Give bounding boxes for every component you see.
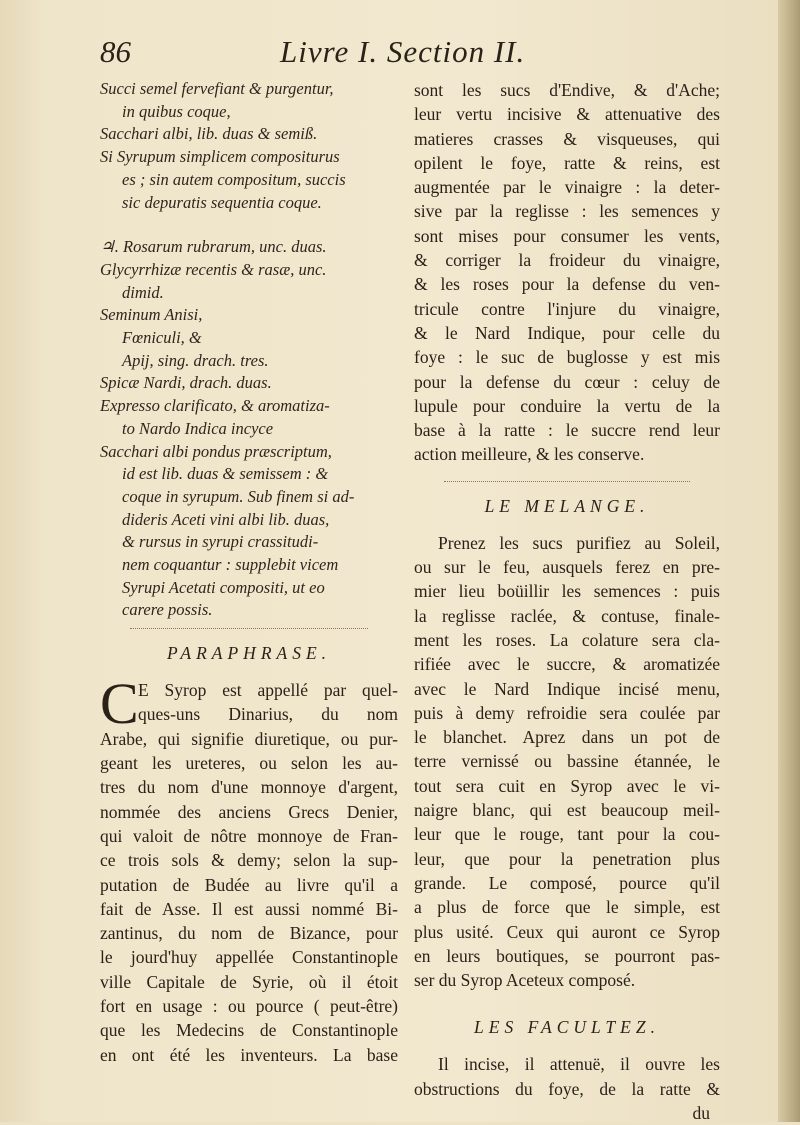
- text-line: a plus de force que le simple, est: [414, 897, 720, 918]
- text-line: leur, que pour la penetration plus: [414, 848, 720, 869]
- text-line: ser du Syrop Aceteux composé.: [414, 970, 636, 991]
- text-line: ment les roses. La colature sera cla-: [414, 629, 720, 650]
- latin-line: Syrupi Acetati compositi, ut eo: [122, 577, 325, 597]
- text-line: tricule contre l'injure du vinaigre,: [414, 298, 720, 319]
- text-line: ce trois sols & demy; selon la sup-: [100, 850, 398, 871]
- text-line: Arabe, qui signifie diuretique, ou pur-: [100, 728, 398, 749]
- text-line: en leurs boutiques, se pourront pas-: [414, 945, 720, 966]
- text-line: qui valoit de nôtre monnoye de Fran-: [100, 825, 398, 846]
- latin-line: & rursus in syrupi crassitudi-: [122, 532, 319, 552]
- text-line: base à la ratte : le succre rend leur: [414, 420, 720, 441]
- latin-line: [100, 214, 398, 236]
- page-edge: [778, 0, 800, 1122]
- latin-line: Fœniculi, &: [122, 328, 202, 348]
- melange-paragraph: [414, 531, 720, 993]
- latin-line: in quibus coque,: [122, 101, 231, 121]
- text-line: geant les ureteres, ou selon les au-: [100, 753, 398, 774]
- text-line: en ont été les inventeurs. La base: [100, 1044, 398, 1065]
- latin-line: sic depuratis sequentia coque.: [122, 192, 322, 212]
- latin-line: Spicæ Nardi, drach. duas.: [100, 373, 272, 393]
- paragraph-continued: [414, 78, 720, 467]
- text-line: matieres crasses & visqueuses, qui: [414, 128, 720, 149]
- latin-line: Si Syrupum simplicem compositurus: [100, 147, 340, 167]
- ornament-rule: [444, 481, 690, 483]
- latin-line: Apij, sing. drach. tres.: [122, 350, 269, 370]
- text-line: sont mises pour consumer les vents,: [414, 225, 720, 246]
- text-line: le jourd'huy appellée Constantinople: [100, 947, 398, 968]
- latin-line: ♃. Rosarum rubrarum, unc. duas.: [100, 237, 327, 257]
- text-line: puis à demy refroidie sera coulée par: [414, 702, 720, 723]
- text-line: action meilleure, & les conserve.: [414, 444, 645, 465]
- text-line: naigre blanc, qui est beaucoup meil-: [414, 800, 720, 821]
- paraphrase-paragraph: [100, 671, 398, 1067]
- text-line: tres du nom d'une monnoye d'argent,: [100, 777, 398, 798]
- text-line: avec le Nard Indique incisé menu,: [414, 678, 720, 699]
- facultez-paragraph: [414, 1052, 720, 1101]
- latin-line: Seminum Anisi,: [100, 305, 203, 325]
- text-line: mier lieu boüillir les semences : puis: [414, 581, 720, 602]
- text-line: tout sera cuit en Syrop avec le vi-: [414, 775, 720, 796]
- heading-melange: LE MELANGE.: [414, 481, 720, 531]
- latin-line: Glycyrrhizæ recentis & rasæ, unc.: [100, 259, 327, 279]
- text-line: leur vertu incisive & attenuative des: [414, 104, 720, 125]
- text-line: foye : le suc de buglosse y est mis: [414, 347, 720, 368]
- text-line: terre vernissé ou bassine étannée, le: [414, 751, 720, 772]
- running-header: [100, 34, 720, 74]
- text-line: ville Capitale de Syrie, où il étoit: [100, 971, 398, 992]
- latin-line: es ; sin autem compositum, succis: [122, 169, 346, 189]
- latin-line: to Nardo Indica incyce: [122, 418, 274, 438]
- latin-line: Expresso clarificato, & aromatiza-: [100, 396, 330, 416]
- text-line: nommée des anciens Grecs Denier,: [100, 801, 398, 822]
- heading-paraphrase: PARAPHRASE.: [100, 628, 398, 678]
- text-line: obstructions du foye, de la ratte &: [414, 1078, 720, 1099]
- latin-recipe: [100, 78, 398, 622]
- text-line: putation de Budée au livre qu'il a: [100, 874, 398, 895]
- latin-line: carere possis.: [122, 600, 213, 620]
- text-line: le blanchet. Aprez dans un pot de: [414, 727, 720, 748]
- text-line: pour la defense du cœur : celuy de: [414, 371, 720, 392]
- latin-line: Sacchari albi, lib. duas & semiß.: [100, 124, 318, 144]
- text-line: opilent le foye, ratte & reins, est: [414, 152, 720, 173]
- text-line: sive par la reglisse : les semences y: [414, 201, 720, 222]
- text-line: E Syrop est appellé par quel-: [138, 680, 398, 701]
- text-line: ou sur le feu, ausquels ferez en pre-: [414, 557, 720, 578]
- text-line: rifiée avec le succre, & aromatizée: [414, 654, 720, 675]
- text-line: & corriger la froideur du vinaigre,: [414, 250, 720, 271]
- latin-line: id est lib. duas & semissem : &: [122, 464, 329, 484]
- heading-facultez: LES FACULTEZ.: [474, 1017, 660, 1038]
- latin-line: dideris Aceti vini albi lib. duas,: [122, 509, 330, 529]
- text-line: & les roses pour la defense du ven-: [414, 274, 720, 295]
- latin-line: coque in syrupum. Sub finem si ad-: [122, 486, 355, 506]
- text-line: & le Nard Indique, pour celle du: [414, 322, 720, 343]
- text-line: fort en usage : ou pource ( peut-être): [100, 996, 398, 1017]
- text-line: grande. Le composé, pource qu'il: [414, 872, 720, 893]
- latin-line: dimid.: [122, 282, 164, 302]
- text-line: lupule pour conduire la vertu de la: [414, 395, 720, 416]
- latin-line: nem coquantur : supplebit vicem: [122, 555, 339, 575]
- text-line: zantinus, du nom de Bizance, pour: [100, 923, 398, 944]
- drop-cap: C: [100, 671, 139, 737]
- ornament-rule: [130, 628, 368, 630]
- text-line: fait de Asse. Il est aussi nommé Bi-: [100, 898, 398, 919]
- text-line: Prenez les sucs purifiez au Soleil,: [438, 532, 720, 553]
- text-line: augmentée par le vinaigre : la deter-: [414, 177, 720, 198]
- catchword: du: [692, 1102, 710, 1123]
- text-line: plus usité. Ceux qui auront ce Syrop: [414, 921, 720, 942]
- right-column: [414, 78, 720, 1125]
- text-line: leur que le rouge, tant pour la cou-: [414, 824, 720, 845]
- running-title: Livre I. Section II.: [280, 34, 526, 69]
- text-line: sont les sucs d'Endive, & d'Ache;: [414, 80, 720, 100]
- latin-line: Succi semel fervefiant & purgentur,: [100, 79, 334, 98]
- text-line: la reglisse raclée, & contuse, finale-: [414, 605, 720, 626]
- text-line: ques-uns Dinarius, du nom: [138, 704, 398, 725]
- text-line: Il incise, il attenuë, il ouvre les: [438, 1054, 720, 1075]
- left-column: [100, 78, 398, 1067]
- latin-line: Sacchari albi pondus præscriptum,: [100, 441, 332, 461]
- text-line: que les Medecins de Constantinople: [100, 1020, 398, 1041]
- page-number: 86: [100, 34, 131, 69]
